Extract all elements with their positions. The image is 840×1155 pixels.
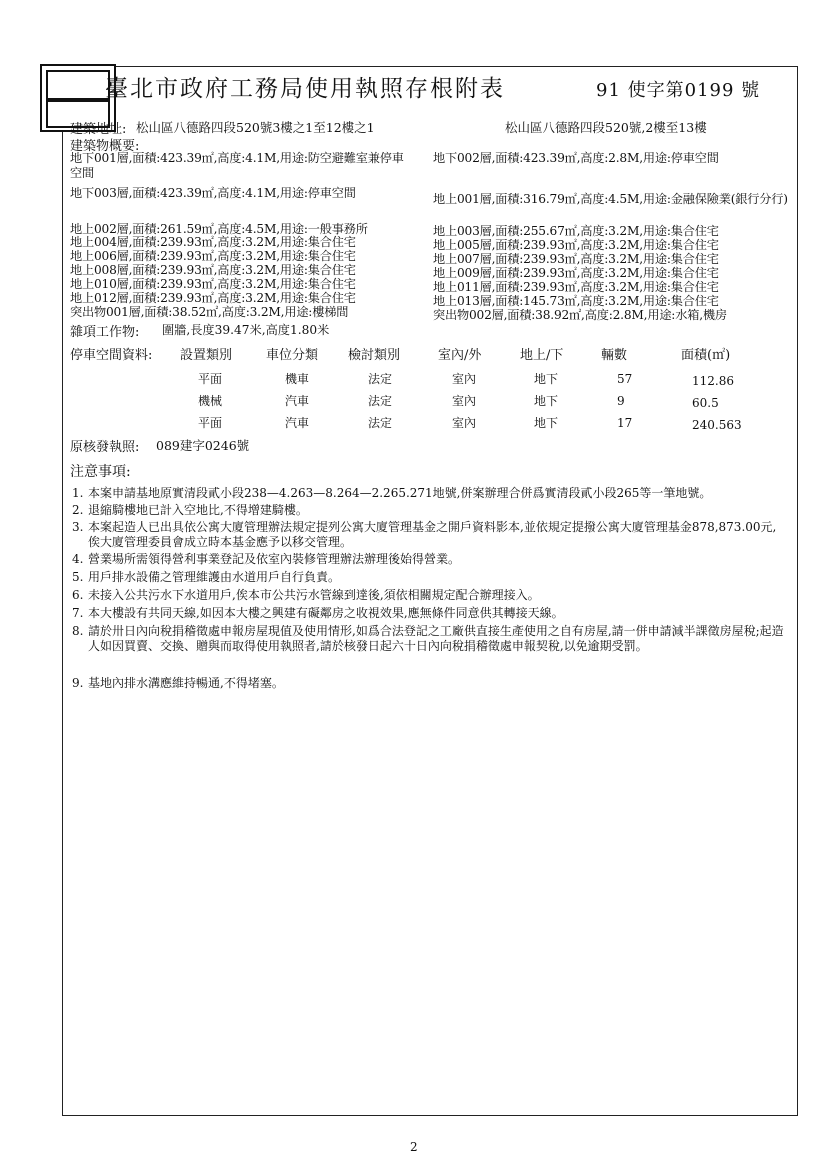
floor-line: 地上001層,面積:316.79㎡,高度:4.5M,用途:金融保險業(銀行分行) xyxy=(433,192,788,206)
parking-cell: 室內 xyxy=(452,394,477,408)
note-number: 7. xyxy=(72,606,84,620)
note-text: 用戶排水設備之管理維護由水道用戶自行負責。 xyxy=(88,570,341,584)
note-number: 6. xyxy=(72,588,84,602)
floor-line: 突出物002層,面積:38.92㎡,高度:2.8M,用途:水箱,機房 xyxy=(433,308,727,322)
parking-header: 面積(㎡) xyxy=(681,348,731,363)
note-item xyxy=(72,588,784,603)
parking-cell: 地下 xyxy=(534,372,559,386)
note-text: 本大樓設有共同天線,如因本大樓之興建有礙鄰房之收視效果,應無條件同意供其轉接天線。 xyxy=(88,606,564,620)
note-text: 退縮騎樓地已計入空地比,不得增建騎樓。 xyxy=(88,503,308,517)
note-text: 請於卅日內向稅捐稽徵處申報房屋現值及使用情形,如爲合法登記之工廠供直接生產使用之自有房屋,請一併申請減半課徵房屋稅;起造人如因買賣、交換、贈與而取得使用執照者,請於核發日起六十日內向稅捐稽徵處申報契稅,以免逾期受罰。 xyxy=(88,624,784,653)
note-item xyxy=(72,520,784,550)
floor-line: 突出物001層,面積:38.52㎡,高度:3.2M,用途:樓梯間 xyxy=(70,305,349,319)
permit-number: 91 使字第0199 號 xyxy=(596,80,761,101)
parking-header: 檢討類別 xyxy=(348,348,401,363)
floor-line: 地上012層,面積:239.93㎡,高度:3.2M,用途:集合住宅 xyxy=(70,291,356,305)
note-text: 未接入公共污水下水道用戶,俟本市公共污水管線到達後,須依相關規定配合辦理接入。 xyxy=(88,588,540,602)
floor-line: 地下002層,面積:423.39㎡,高度:2.8M,用途:停車空間 xyxy=(433,151,719,165)
parking-cell: 室內 xyxy=(452,372,477,386)
parking-cell: 地下 xyxy=(534,394,559,408)
parking-cell: 室內 xyxy=(452,416,477,430)
floor-line: 地上004層,面積:239.93㎡,高度:3.2M,用途:集合住宅 xyxy=(70,235,356,249)
parking-header: 室內/外 xyxy=(438,348,482,363)
floor-line: 地上010層,面積:239.93㎡,高度:3.2M,用途:集合住宅 xyxy=(70,277,356,291)
floor-line: 地上009層,面積:239.93㎡,高度:3.2M,用途:集合住宅 xyxy=(433,266,719,280)
floor-line: 地上011層,面積:239.93㎡,高度:3.2M,用途:集合住宅 xyxy=(433,280,719,294)
parking-cell: 汽車 xyxy=(285,416,310,430)
misc-works-value: 圍牆,長度39.47米,高度1.80米 xyxy=(162,323,330,337)
floor-line: 地下001層,面積:423.39㎡,高度:4.1M,用途:防空避難室兼停車 xyxy=(70,151,404,165)
floor-line: 地上002層,面積:261.59㎡,高度:4.5M,用途:一般事務所 xyxy=(70,222,368,236)
parking-cell: 地下 xyxy=(534,416,559,430)
parking-cell: 平面 xyxy=(198,416,223,430)
parking-cell: 機車 xyxy=(285,372,310,386)
parking-cell: 平面 xyxy=(198,372,223,386)
note-number: 5. xyxy=(72,570,84,584)
note-text: 本案起造人已出具依公寓大廈管理辦法規定提列公寓大廈管理基金之開戶資料影本,並依規定提撥公寓大廈管理基金878,873.00元,俟大廈管理委員會成立時本基金應予以移交管理。 xyxy=(88,520,777,549)
floor-line: 地上003層,面積:255.67㎡,高度:3.2M,用途:集合住宅 xyxy=(433,224,719,238)
floor-line: 地上008層,面積:239.93㎡,高度:3.2M,用途:集合住宅 xyxy=(70,263,356,277)
note-item xyxy=(72,676,784,691)
parking-header: 車位分類 xyxy=(266,348,319,363)
parking-header: 輛數 xyxy=(601,348,628,363)
floor-line: 地上006層,面積:239.93㎡,高度:3.2M,用途:集合住宅 xyxy=(70,249,356,263)
note-text: 本案申請基地原實清段貳小段238—4.263—8.264—2.265.271地號,併案辦理合併爲實清段貳小段265等一筆地號。 xyxy=(88,486,712,500)
note-item xyxy=(72,552,784,567)
note-text: 營業場所需領得營利事業登記及依室內裝修管理辦法辦理後始得營業。 xyxy=(88,552,461,566)
floor-line: 空間 xyxy=(70,166,94,180)
note-text: 基地內排水溝應維持暢通,不得堵塞。 xyxy=(88,676,284,690)
address-label: 建築地址: xyxy=(70,122,127,137)
note-item xyxy=(72,606,784,621)
note-number: 3. xyxy=(72,520,84,534)
parking-cell: 法定 xyxy=(368,372,393,386)
address-left: 松山區八德路四段520號3樓之1至12樓之1 xyxy=(136,120,375,135)
address-right: 松山區八德路四段520號,2樓至13樓 xyxy=(505,120,707,135)
parking-cell: 9 xyxy=(617,394,625,408)
parking-cell: 法定 xyxy=(368,416,393,430)
parking-header: 地上/下 xyxy=(520,348,564,363)
floor-line: 地上007層,面積:239.93㎡,高度:3.2M,用途:集合住宅 xyxy=(433,252,719,266)
note-number: 4. xyxy=(72,552,84,566)
note-item xyxy=(72,486,784,501)
misc-works-label: 雜項工作物: xyxy=(70,325,140,340)
parking-cell: 汽車 xyxy=(285,394,310,408)
building-summary-label: 建築物概要: xyxy=(70,139,140,154)
parking-header: 設置類別 xyxy=(180,348,233,363)
note-item xyxy=(72,503,784,518)
parking-cell: 60.5 xyxy=(692,396,719,410)
floor-line: 地上013層,面積:145.73㎡,高度:3.2M,用途:集合住宅 xyxy=(433,294,719,308)
parking-cell: 57 xyxy=(617,372,633,386)
original-permit-value: 089建字0246號 xyxy=(156,438,250,453)
floor-line: 地下003層,面積:423.39㎡,高度:4.1M,用途:停車空間 xyxy=(70,186,356,200)
note-number: 8. xyxy=(72,624,84,638)
parking-label: 停車空間資料: xyxy=(70,348,153,363)
notes-title: 注意事項: xyxy=(70,464,131,480)
parking-cell: 240.563 xyxy=(692,418,742,432)
note-item xyxy=(72,624,784,654)
parking-cell: 法定 xyxy=(368,394,393,408)
page-number: 2 xyxy=(410,1140,418,1154)
note-item xyxy=(72,570,784,585)
parking-cell: 17 xyxy=(617,416,633,430)
parking-cell: 機械 xyxy=(198,394,223,408)
document-title: 臺北市政府工務局使用執照存根附表 xyxy=(105,76,505,102)
note-number: 9. xyxy=(72,676,84,690)
original-permit-label: 原核發執照: xyxy=(70,440,140,455)
parking-cell: 112.86 xyxy=(692,374,734,388)
floor-line: 地上005層,面積:239.93㎡,高度:3.2M,用途:集合住宅 xyxy=(433,238,719,252)
note-number: 1. xyxy=(72,486,84,500)
note-number: 2. xyxy=(72,503,84,517)
